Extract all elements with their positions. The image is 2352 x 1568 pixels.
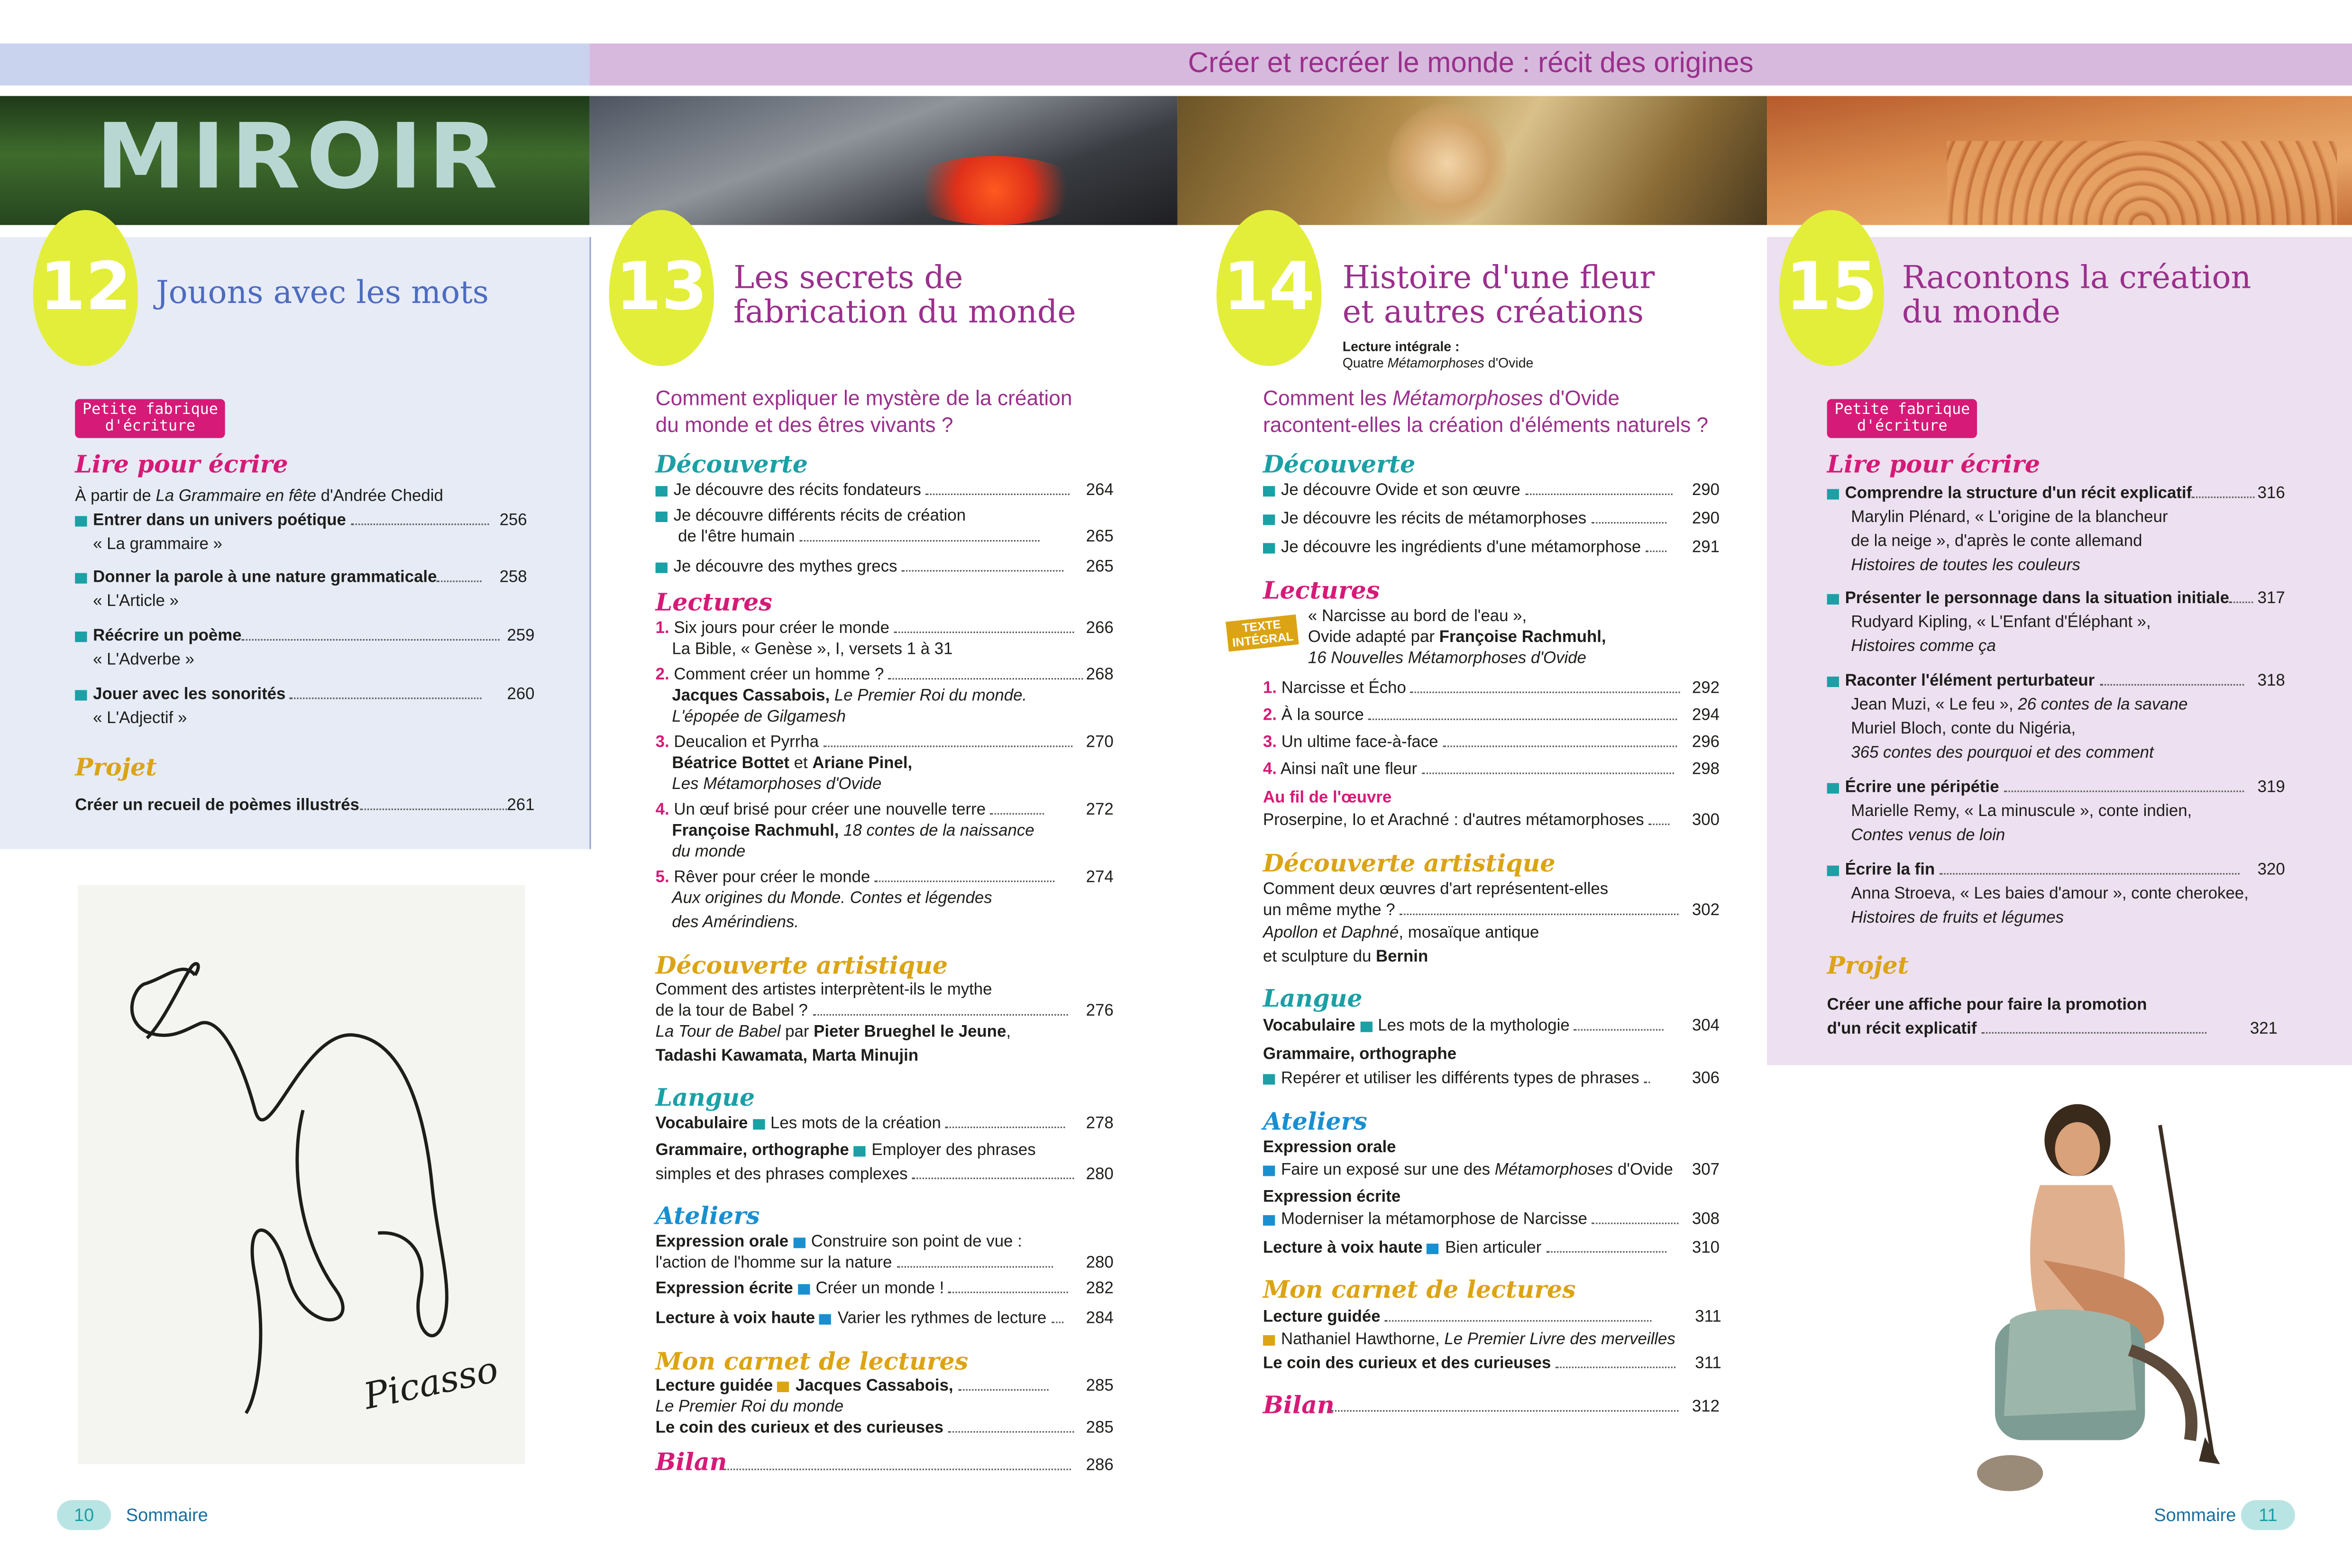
section-decouverte: Découverte	[1263, 450, 1416, 479]
toc-sub: La Tour de Babel par Pieter Brueghel le Jeune,	[655, 1023, 1011, 1041]
toc-sub: « Narcisse au bord de l'eau »,	[1308, 607, 1527, 626]
bullet-icon	[1263, 1073, 1275, 1084]
toc-sub: Marielle Remy, « La minuscule », conte indien,	[1851, 802, 2192, 821]
toc-entry[interactable]: Vocabulaire Les mots de la mythologie	[1263, 1016, 1664, 1038]
toc-sub: et sculpture du Bernin	[1263, 948, 1428, 966]
toc-sub: de la neige », d'après le conte allemand	[1851, 532, 2142, 551]
chapter-15-number: 15	[1785, 249, 1877, 326]
toc-sub: 365 contes des pourquoi et des comment	[1851, 744, 2154, 762]
toc-entry[interactable]: 1. Narcisse et Écho	[1263, 678, 1681, 700]
page-number: 290	[1692, 481, 1720, 500]
toc-entry[interactable]: 4. Ainsi naît une fleur	[1263, 759, 1674, 781]
toc-entry-cont: Repérer et utiliser les différents types de phrases	[1263, 1068, 1650, 1091]
page-number: 294	[1692, 706, 1720, 725]
toc-sub: La Bible, « Genèse », I, versets 1 à 31	[672, 640, 953, 659]
section-bilan: Bilan	[655, 1448, 727, 1476]
page-number: 317	[2257, 589, 2285, 608]
toc-entry[interactable]: 1. Six jours pour créer le monde	[656, 618, 1074, 641]
toc-sub: L'épopée de Gilgamesh	[672, 708, 846, 726]
bullet-icon	[1263, 1165, 1275, 1175]
toc-entry[interactable]: Je découvre des mythes grecs	[656, 557, 1064, 579]
toc-sub: « La grammaire »	[93, 535, 222, 554]
bullet-icon	[1263, 542, 1275, 553]
bilan-leader	[723, 1455, 1071, 1477]
bullet-icon	[1263, 1335, 1275, 1345]
lecture-integrale-note: Lecture intégrale : Quatre Métamorphoses d'Ovide	[1342, 339, 1534, 371]
page-number: 312	[1692, 1398, 1720, 1416]
chapter-12-title: Jouons avec les mots	[156, 274, 489, 311]
column-divider	[589, 237, 591, 849]
toc-entry-cont: Faire un exposé sur une des Métamorphoses d'Ovide	[1263, 1160, 1673, 1182]
page-number: 311	[1695, 1355, 1721, 1373]
picasso-drawing	[78, 885, 525, 1464]
toc-entry-projet[interactable]: Créer un recueil de poèmes illustrés	[75, 795, 509, 817]
mirror-word-art: MIROIR	[96, 105, 504, 210]
toc-sub: Les Métamorphoses d'Ovide	[672, 775, 882, 794]
section-langue: Langue	[655, 1083, 755, 1112]
toc-entry[interactable]: Présenter le personnage dans la situation initiale	[1827, 588, 2253, 610]
section-decouverte: Découverte	[655, 450, 808, 479]
page-number-right: 11	[2241, 1500, 2295, 1530]
toc-sub: Aux origines du Monde. Contes et légendes	[672, 889, 992, 908]
toc-entry[interactable]: 5. Rêver pour créer le monde	[656, 867, 1055, 889]
toc-entry[interactable]: Je découvre les ingrédients d'une métamorphose	[1263, 537, 1666, 559]
page-number: 259	[507, 627, 535, 645]
bullet-icon	[1827, 782, 1839, 793]
texte-integral-badge: TEXTE INTÉGRAL	[1226, 614, 1299, 651]
page-number: 274	[1086, 868, 1114, 887]
toc-entry[interactable]: Expression orale	[1263, 1138, 1396, 1157]
toc-entry[interactable]: Lecture guidée Jacques Cassabois,	[656, 1375, 1048, 1398]
bullet-icon	[752, 1119, 764, 1129]
toc-sub: Jean Muzi, « Le feu », 26 contes de la savane	[1851, 696, 2188, 715]
bullet-icon	[1263, 514, 1275, 524]
section-ateliers: Ateliers	[655, 1201, 760, 1230]
bullet-icon	[1263, 1214, 1275, 1225]
photo-mirror-lake	[0, 96, 589, 225]
page-number: 278	[1086, 1114, 1114, 1133]
bullet-icon	[1427, 1243, 1439, 1254]
toc-entry[interactable]: Expression orale Construire son point de vue :	[655, 1233, 1022, 1251]
toc-entry[interactable]: Expression écrite Créer un monde !	[656, 1278, 1069, 1301]
page-number: 258	[499, 569, 527, 587]
painting-figure	[1388, 103, 1508, 223]
toc-entry[interactable]: 2. Comment créer un homme ?	[656, 665, 1084, 687]
page-number: 308	[1692, 1210, 1720, 1229]
page-number: 307	[1692, 1161, 1720, 1179]
page-number: 286	[1086, 1457, 1114, 1475]
toc-entry-projet[interactable]: Créer une affiche pour faire la promotion	[1827, 996, 2147, 1014]
toc-sub: Apollon et Daphné, mosaïque antique	[1263, 924, 1539, 942]
bullet-icon	[75, 515, 87, 526]
page-number: 280	[1086, 1254, 1114, 1272]
chapter-13-number: 13	[615, 249, 708, 326]
page-number: 284	[1086, 1310, 1114, 1328]
toc-sub: Marylin Plénard, « L'origine de la blancheur	[1851, 508, 2168, 527]
toc-entry[interactable]: 3. Un ultime face-à-face	[1263, 732, 1677, 754]
page-number: 260	[507, 685, 535, 704]
page-number: 265	[1086, 558, 1114, 576]
toc-entry-cont: de la tour de Babel ?	[656, 1000, 1068, 1023]
toc-entry[interactable]: Je découvre les récits de métamorphoses	[1263, 509, 1666, 531]
bullet-icon	[820, 1313, 832, 1324]
page-number: 306	[1692, 1069, 1720, 1088]
footer-label-right: Sommaire	[2154, 1504, 2236, 1526]
toc-entry[interactable]: Lecture à voix haute Varier les rythmes de lecture	[656, 1308, 1063, 1330]
page-number: 264	[1086, 481, 1114, 500]
section-bilan: Bilan	[1263, 1390, 1335, 1420]
toc-entry[interactable]: Écrire la fin	[1827, 860, 2240, 882]
toc-entry-cont: d'un récit explicatif	[1827, 1018, 2206, 1041]
section-decouverte-artistique: Découverte artistique	[655, 951, 948, 980]
page-number: 291	[1692, 538, 1720, 557]
page-number: 296	[1692, 734, 1720, 752]
bullet-icon	[1827, 594, 1839, 604]
toc-entry[interactable]: 3. Deucalion et Pyrrha	[656, 732, 1072, 754]
toc-entry-cont: de l'être humain	[678, 527, 1039, 549]
section-decouverte-artistique: Découverte artistique	[1263, 849, 1556, 878]
toc-sub: Histoires de toutes les couleurs	[1851, 556, 2080, 575]
toc-sub: 16 Nouvelles Métamorphoses d'Ovide	[1308, 649, 1586, 668]
toc-entry[interactable]: 2. À la source	[1263, 705, 1677, 727]
section-carnet: Mon carnet de lectures	[1263, 1275, 1576, 1304]
petite-fabrique-badge: Petite fabrique d'écriture	[75, 399, 225, 438]
toc-sub: Françoise Rachmuhl, 18 contes de la naissance	[672, 822, 1034, 840]
chapter-14-title: Histoire d'une fleur et autres créations	[1342, 259, 1655, 330]
page-number-left: 10	[57, 1500, 111, 1530]
toc-entry[interactable]: Lecture à voix haute Bien articuler	[1263, 1238, 1666, 1260]
page-number: 310	[1692, 1239, 1720, 1257]
chapter-13-question: Comment expliquer le mystère de la création du monde et des êtres vivants ?	[655, 385, 1072, 437]
toc-entry[interactable]: Le coin des curieux et des curieuses	[1263, 1353, 1675, 1375]
fresco-figure	[1935, 1095, 2235, 1500]
petite-fabrique-badge: Petite fabrique d'écriture	[1827, 399, 1977, 438]
toc-sub: Rudyard Kipling, « L'Enfant d'Éléphant »,	[1851, 614, 2151, 632]
bullet-icon	[656, 511, 668, 522]
toc-sub: Muriel Bloch, conte du Nigéria,	[1851, 720, 2076, 738]
bullet-icon	[853, 1146, 865, 1156]
page-number: 318	[2257, 672, 2285, 690]
intro-line: À partir de La Grammaire en fête d'Andrée Chedid	[75, 487, 443, 506]
chapter-14-number: 14	[1223, 249, 1315, 326]
toc-sub: « L'Article »	[93, 592, 179, 611]
toc-entry[interactable]: Vocabulaire Les mots de la création	[656, 1113, 1066, 1136]
footer-label-left: Sommaire	[126, 1504, 208, 1526]
toc-sub: « L'Adverbe »	[93, 651, 194, 669]
bullet-icon	[75, 631, 87, 642]
section-carnet: Mon carnet de lectures	[655, 1347, 969, 1376]
toc-sub: Histoires comme ça	[1851, 637, 1996, 656]
photo-painting	[1178, 96, 1767, 225]
section-lectures: Lectures	[1263, 576, 1380, 605]
section-projet: Projet	[1827, 951, 1909, 980]
toc-sub: du monde	[672, 843, 746, 862]
page-number: 316	[2257, 484, 2285, 503]
page-number: 266	[1086, 619, 1114, 638]
toc-entry[interactable]: Raconter l'élément perturbateur	[1827, 670, 2243, 693]
toc-entry[interactable]: Le coin des curieux et des curieuses	[656, 1418, 1074, 1440]
bullet-icon	[1827, 865, 1839, 875]
page-number: 300	[1692, 811, 1720, 830]
toc-sub: Béatrice Bottet et Ariane Pinel,	[672, 754, 913, 773]
picasso-signature: Picasso	[360, 1348, 502, 1418]
toc-sub: « L'Adjectif »	[93, 709, 187, 728]
bullet-icon	[793, 1237, 805, 1247]
toc-sub: Le Premier Roi du monde	[655, 1398, 844, 1416]
desert-dunes	[1947, 141, 2337, 225]
toc-entry[interactable]: Je découvre différents récits de création	[656, 505, 966, 528]
page-number: 321	[2250, 1020, 2278, 1038]
bullet-icon	[75, 572, 87, 583]
toc-sub: Contes venus de loin	[1851, 826, 2005, 845]
chapter-14-question: Comment les Métamorphoses d'Ovide racontent-elles la création d'éléments naturels ?	[1263, 385, 1709, 437]
page-number: 320	[2257, 861, 2285, 880]
bullet-icon	[656, 562, 668, 572]
page-number: 319	[2257, 779, 2285, 797]
page-number: 276	[1086, 1002, 1114, 1020]
toc-entry[interactable]: Je découvre des récits fondateurs	[656, 480, 1070, 502]
bullet-icon	[75, 689, 87, 700]
toc-entry[interactable]: Jouer avec les sonorités	[75, 684, 482, 706]
section-ateliers: Ateliers	[1263, 1107, 1367, 1136]
bullet-icon	[1360, 1021, 1372, 1031]
photo-volcano	[589, 96, 1177, 225]
page-number: 268	[1086, 666, 1114, 684]
toc-sub: Nathaniel Hawthorne, Le Premier Livre des merveilles	[1263, 1329, 1675, 1351]
toc-sub: Jacques Cassabois, Le Premier Roi du monde.	[672, 687, 1027, 706]
toc-sub: Tadashi Kawamata, Marta Minujin	[655, 1047, 919, 1065]
bullet-icon	[656, 486, 668, 496]
bilan-leader	[1330, 1397, 1678, 1419]
page-number: 298	[1692, 761, 1720, 779]
toc-entry[interactable]: Réécrire un poème	[75, 625, 500, 648]
page-number: 290	[1692, 510, 1720, 528]
header-title: Créer et recréer le monde : récit des origines	[1188, 48, 1754, 80]
chapter-15-title: Racontons la création du monde	[1902, 259, 2251, 330]
toc-sub: Anna Stroeva, « Les baies d'amour », conte cherokee,	[1851, 885, 2249, 903]
toc-entry[interactable]: 4. Un œuf brisé pour créer une nouvelle terre	[656, 799, 1044, 822]
section-lectures: Lectures	[655, 588, 772, 617]
chapter-13-title: Les secrets de fabrication du monde	[733, 259, 1076, 330]
toc-entry[interactable]: Comment deux œuvres d'art représentent-elles	[1263, 880, 1609, 899]
bullet-icon	[778, 1381, 789, 1392]
toc-entry[interactable]: Lecture guidée	[1263, 1307, 1652, 1329]
page-number: 270	[1086, 734, 1114, 752]
section-projet: Projet	[75, 753, 157, 782]
toc-sub: Ovide adapté par Françoise Rachmuhl,	[1308, 628, 1606, 647]
bullet-icon	[1827, 676, 1839, 687]
photo-desert	[1767, 96, 2352, 225]
page-number: 282	[1086, 1279, 1114, 1298]
toc-entry[interactable]: Entrer dans un univers poétique	[75, 510, 488, 532]
page-number: 285	[1086, 1419, 1114, 1438]
section-lire-pour-ecrire: Lire pour écrire	[1827, 450, 2041, 479]
bullet-icon	[1827, 488, 1839, 499]
section-lire-pour-ecrire: Lire pour écrire	[75, 450, 288, 479]
fresco-narcisse-icon	[1935, 1095, 2235, 1500]
bullet-icon	[1263, 486, 1275, 496]
toc-entry-cont: un même mythe ?	[1263, 900, 1679, 922]
toc-entry[interactable]: Grammaire, orthographe Employer des phrases	[655, 1141, 1036, 1160]
toc-entry[interactable]: Je découvre Ovide et son œuvre	[1263, 480, 1672, 502]
toc-entry[interactable]: Donner la parole à une nature grammaticale	[75, 567, 482, 589]
toc-entry-cont: simples et des phrases complexes	[656, 1164, 1074, 1186]
toc-entry[interactable]: Comprendre la structure d'un récit explicatif	[1827, 483, 2255, 505]
page-number: 261	[507, 797, 535, 815]
toc-entry[interactable]: Expression écrite	[1263, 1188, 1401, 1206]
toc-entry[interactable]: Proserpine, Io et Arachné : d'autres métamorphoses	[1263, 810, 1670, 833]
toc-entry[interactable]: Écrire une péripétie	[1827, 777, 2244, 799]
page-number: 302	[1692, 901, 1720, 920]
chapter-12-number: 12	[39, 249, 132, 326]
section-langue: Langue	[1263, 984, 1363, 1013]
page-number: 292	[1692, 679, 1720, 698]
page-number: 280	[1086, 1165, 1114, 1184]
toc-sub: des Amérindiens.	[672, 913, 799, 932]
page-number: 311	[1695, 1308, 1721, 1326]
page-number: 272	[1086, 801, 1114, 819]
page-number: 265	[1086, 528, 1114, 546]
page-number: 285	[1086, 1377, 1114, 1395]
page-number: 256	[499, 511, 527, 530]
toc-entry-cont: l'action de l'homme sur la nature	[656, 1253, 1053, 1275]
toc-sub: Histoires de fruits et légumes	[1851, 909, 2064, 927]
toc-entry-cont: Moderniser la métamorphose de Narcisse	[1263, 1209, 1679, 1231]
page-number: 304	[1692, 1017, 1720, 1036]
au-fil-de-loeuvre: Au fil de l'œuvre	[1263, 789, 1392, 807]
header-band-left	[0, 44, 589, 86]
bullet-icon	[798, 1284, 810, 1294]
toc-entry[interactable]: Grammaire, orthographe	[1263, 1045, 1457, 1064]
toc-entry[interactable]: Comment des artistes interprètent-ils le mythe	[655, 981, 992, 999]
lava-glow	[905, 156, 1085, 225]
